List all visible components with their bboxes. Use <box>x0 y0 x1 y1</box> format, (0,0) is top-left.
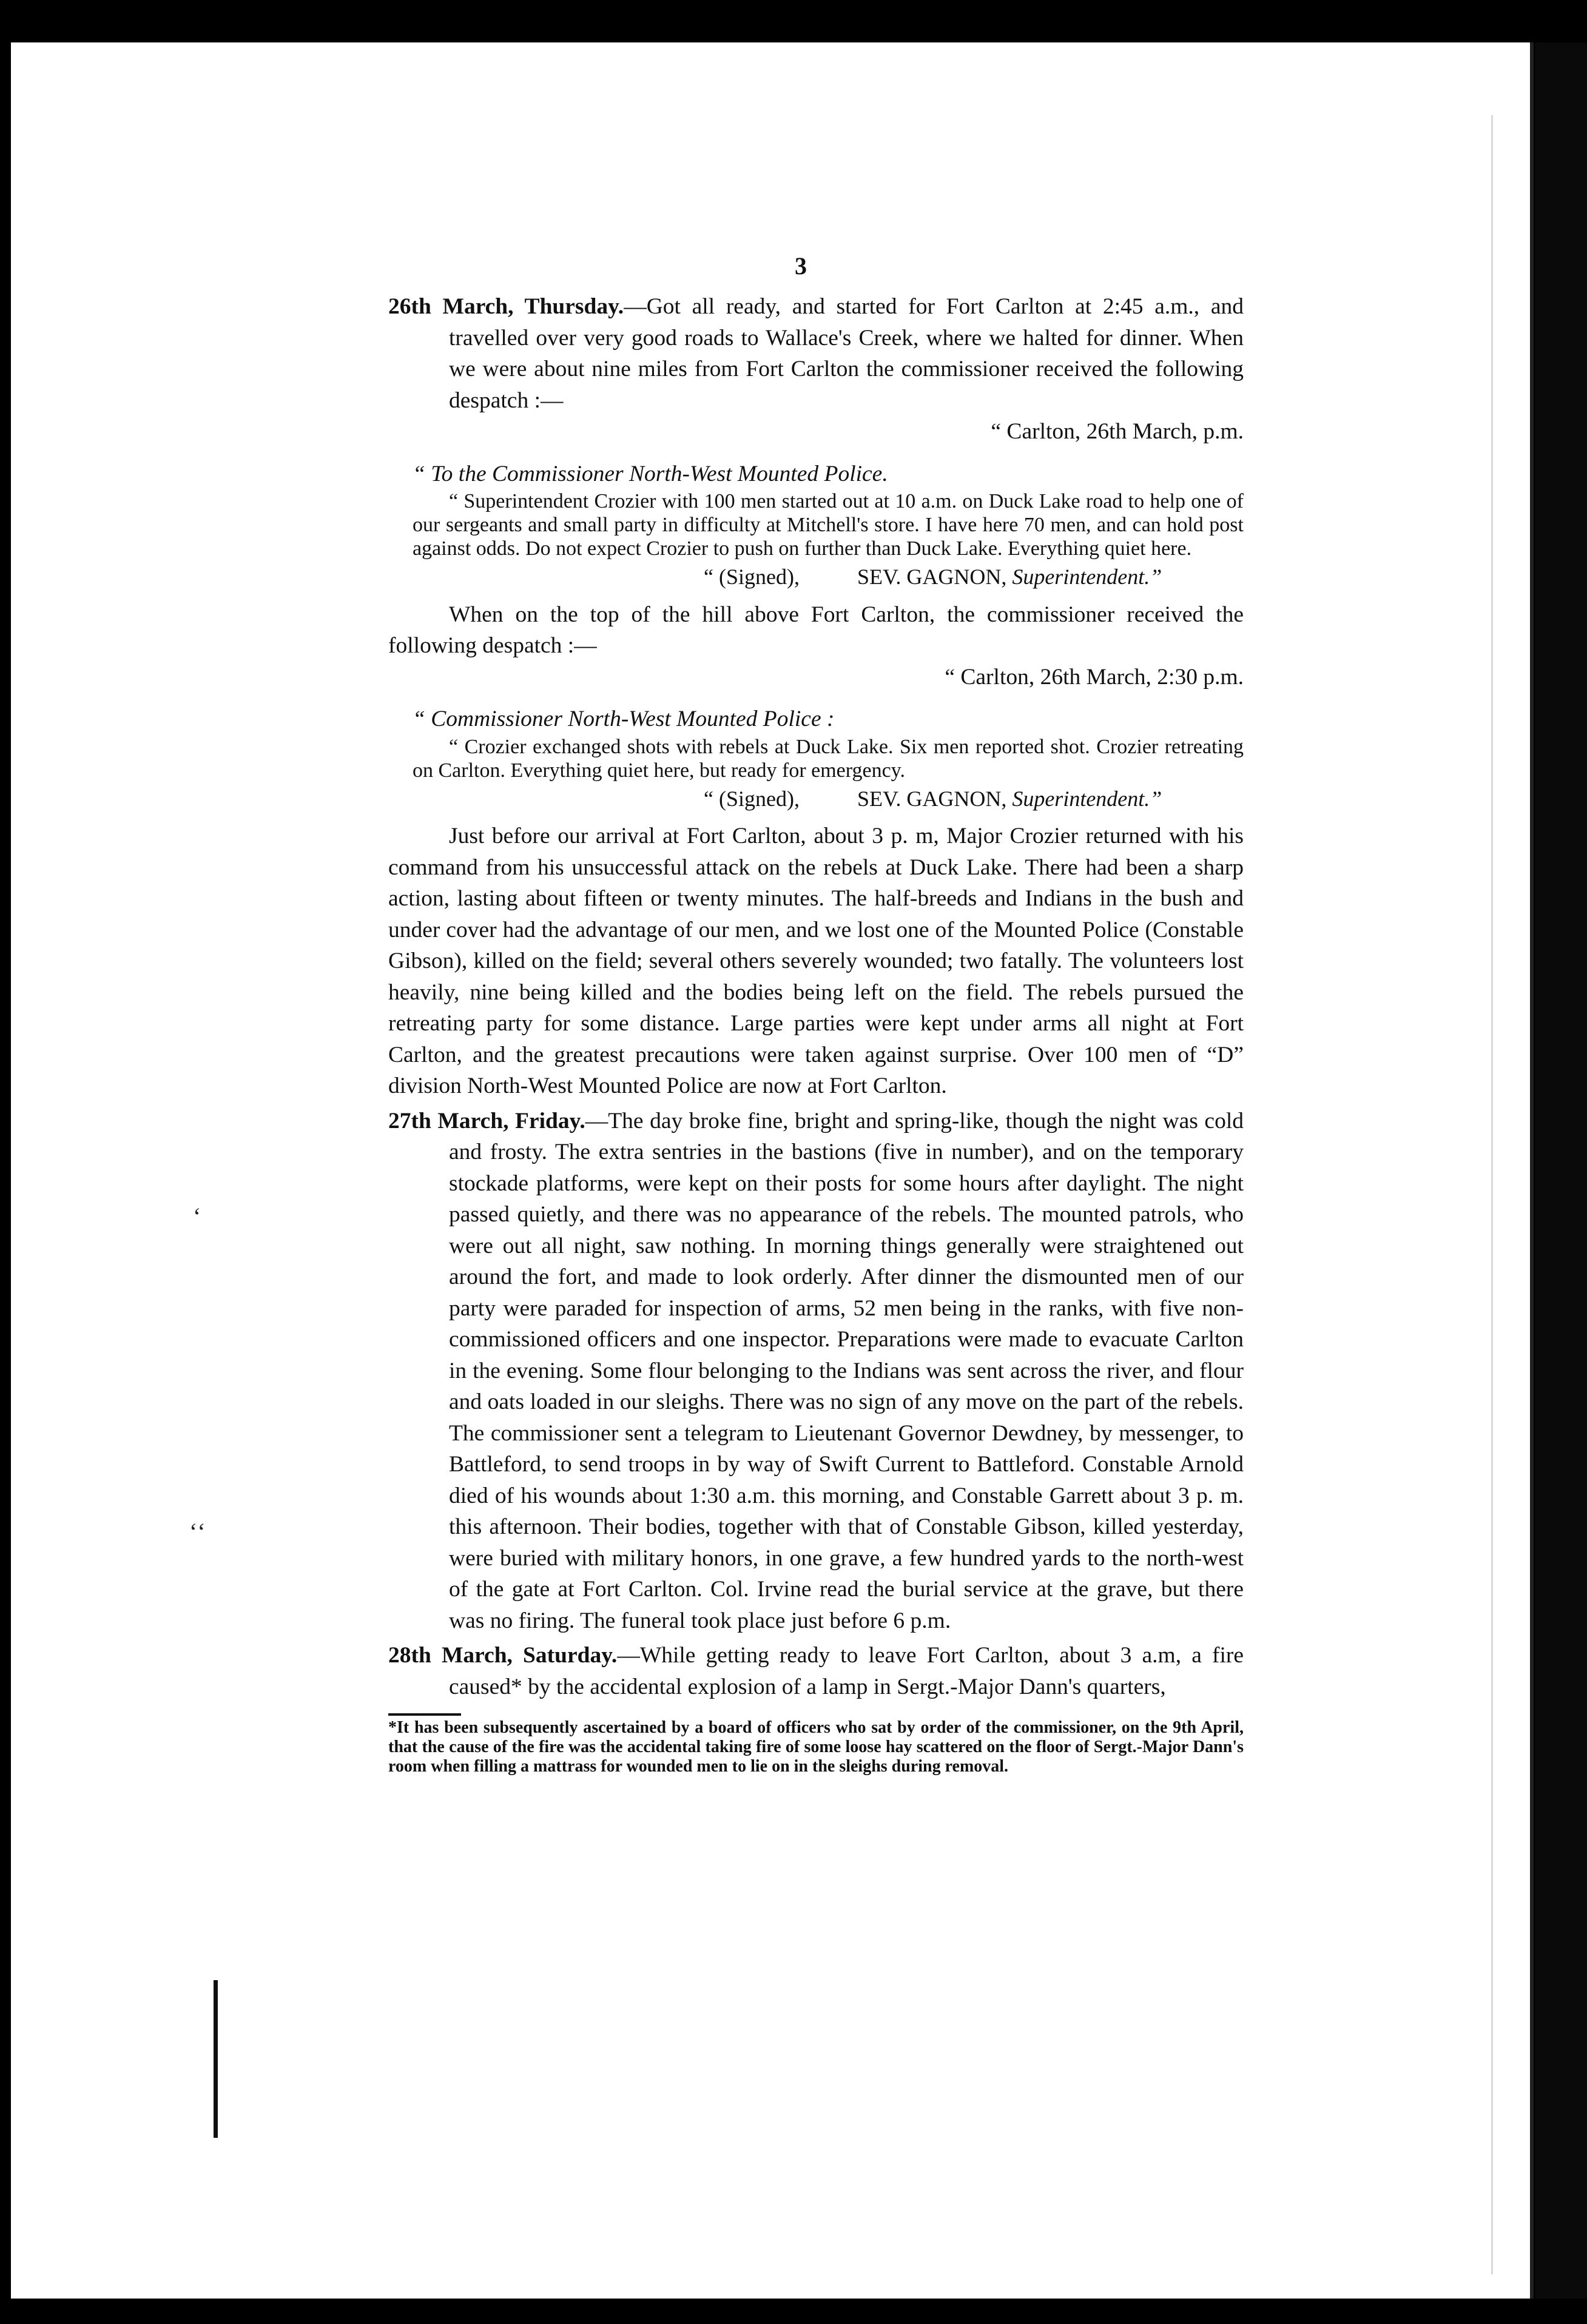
signed-label: “ (Signed), <box>704 786 800 811</box>
page-fold-line <box>1491 115 1493 2274</box>
despatch-body: “ Crozier exchanged shots with rebels at Duck Lake. Six men reported shot. Crozier retreating on Carlton. Everything quiet here, but ready for emergency. <box>413 735 1244 782</box>
entry-date: 27th March, Friday. <box>388 1108 585 1133</box>
signer-title: Superintendent.” <box>1012 786 1162 811</box>
despatch-body: “ Superintendent Crozier with 100 men started out at 10 a.m. on Duck Lake road to help one of our sergeants and small party in difficulty at Mitchell's store. I have here 70 men, and can hold post against odds. Do not expect Crozier to push on further than Duck Lake. Everything quiet here. <box>413 490 1244 560</box>
paragraph: When on the top of the hill above Fort Carlton, the commissioner received the following despatch :— <box>388 602 1244 658</box>
entry-date: 28th March, Saturday. <box>388 1643 618 1668</box>
entry-28-march <box>388 1640 1244 1702</box>
entry-text: —While getting ready to leave Fort Carlton, about 3 a.m, a fire caused* by the accidental explosion of a lamp in Sergt.-Major Dann's quarters, <box>449 1643 1244 1699</box>
margin-tick-mark: ʻ <box>193 1203 201 1230</box>
entry-26-march <box>388 291 1244 416</box>
signed-label: “ (Signed), <box>704 565 800 589</box>
margin-tick-mark: ʻʻ <box>189 1518 206 1545</box>
margin-bar-mark <box>214 1980 218 2138</box>
despatch-place-date: “ Carlton, 26th March, p.m. <box>991 419 1244 444</box>
signer-name: SEV. GAGNON, <box>857 565 1007 589</box>
despatch-address: “ Commissioner North-West Mounted Police : <box>413 707 835 731</box>
entry-date: 26th March, Thursday. <box>388 294 624 319</box>
signer-name: SEV. GAGNON, <box>857 786 1007 811</box>
page-shadow <box>1535 42 1587 2299</box>
despatch-address: “ To the Commissioner North-West Mounted Police. <box>413 461 888 486</box>
entry-27-march <box>388 1106 1244 1637</box>
paragraph: Just before our arrival at Fort Carlton, about 3 p. m, Major Crozier returned with his command from his unsuccessful attack on the rebels at Duck Lake. There had been a sharp action, lasting about fifteen or twenty minutes. The half-breeds and Indians in the bush and under cover had the advantage of our men, and we lost one of the Mounted Police (Constable Gibson), killed on the field; several others severely wounded; two fatally. The volunteers lost heavily, nine being killed and the bodies being left on the field. The rebels pursued the retreating party for some distance. Large parties were kept under arms all night at Fort Carlton, and the greatest precautions were taken against surprise. Over 100 men of “D” division North-West Mounted Police are now at Fort Carlton. <box>388 824 1244 1098</box>
page-body <box>388 291 1244 1776</box>
despatch-signature <box>388 562 1244 593</box>
footnote-rule <box>388 1713 461 1716</box>
despatch-place-date: “ Carlton, 26th March, 2:30 p.m. <box>945 664 1244 690</box>
signer-title: Superintendent.” <box>1012 565 1162 589</box>
entry-text: —Got all ready, and started for Fort Carlton at 2:45 a.m., and travelled over very good roads to Wallace's Creek, where we halted for dinner. When we were about nine miles from Fort Carlton the commissioner received the following despatch :— <box>449 294 1244 413</box>
entry-text: —The day broke fine, bright and spring-like, though the night was cold and frosty. The extra sentries in the bastions (five in number), and on the temporary stockade platforms, were kept on their posts for some hours after daylight. The night passed quietly, and there was no appearance of the rebels. The mounted patrols, who were out all night, saw nothing. In morning things generally were straightened out around the fort, and made to look orderly. After dinner the dismounted men of our party were paraded for inspection of arms, 52 men being in the ranks, with five non-commissioned officers and one inspector. Preparations were made to evacuate Carlton in the evening. Some flour belonging to the Indians was sent across the river, and flour and oats loaded in our sleighs. There was no sign of any move on the part of the rebels. The commissioner sent a telegram to Lieutenant Governor Dewdney, by messenger, to Battleford, to send troops in by way of Swift Current to Battleford. Constable Arnold died of his wounds about 1:30 a.m. this morning, and Constable Garrett about 3 p. m. this afternoon. Their bodies, together with that of Constable Gibson, killed yesterday, were buried with military honors, in one grave, a few hundred yards to the north-west of the gate at Fort Carlton. Col. Irvine read the burial service at the grave, but there was no firing. The funeral took place just before 6 p.m. <box>449 1108 1244 1633</box>
page-number: 3 <box>795 252 807 280</box>
despatch-signature <box>388 784 1244 815</box>
footnote: *It has been subsequently ascertained by a board of officers who sat by order of the commissioner, on the 9th April, that the cause of the fire was the accidental taking fire of some loose hay scattered on the floor of Sergt.-Major Dann's room when filling a mattrass for wounded men to lie on in the sleighs during removal. <box>388 1718 1244 1776</box>
